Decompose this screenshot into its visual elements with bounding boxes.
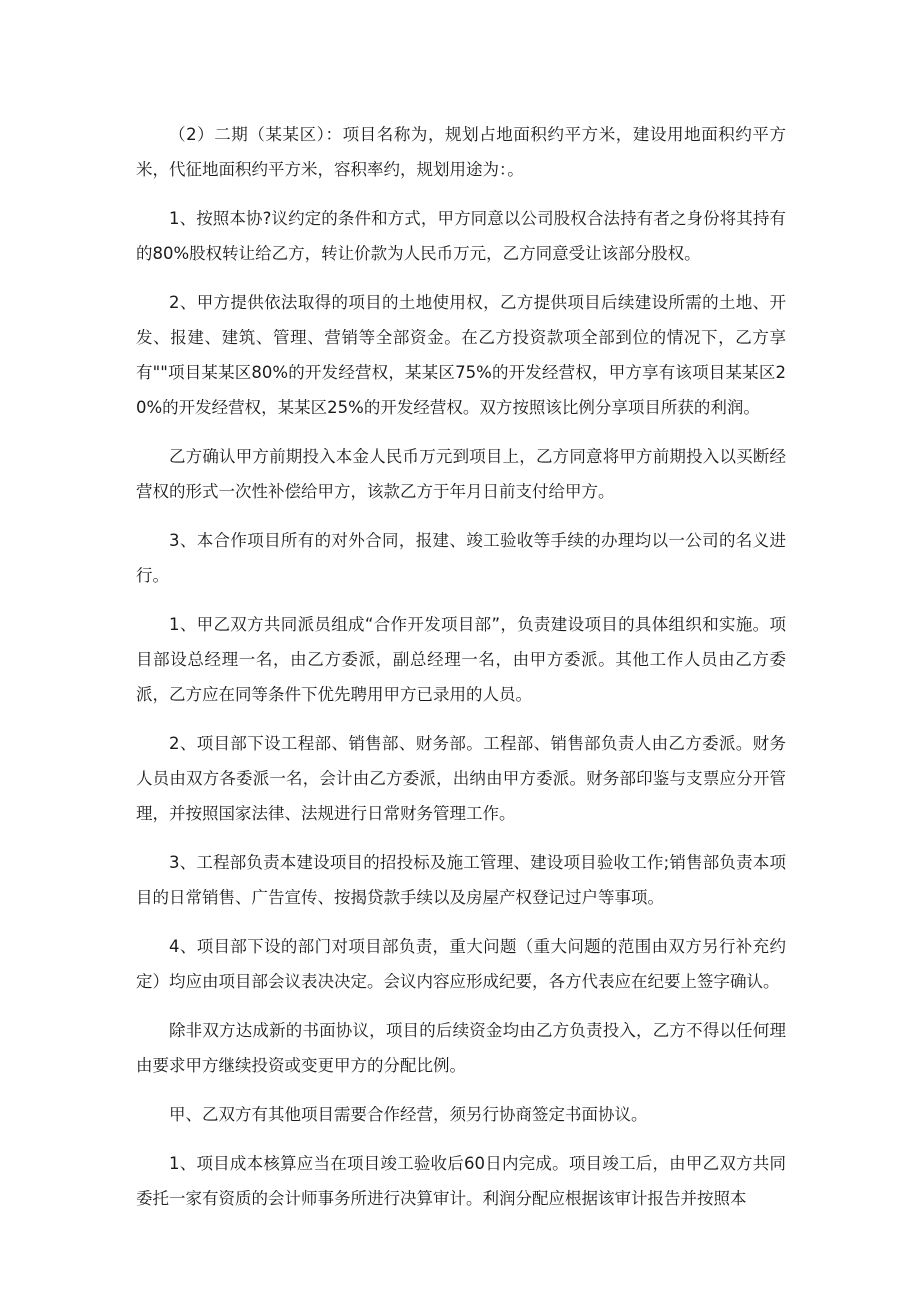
- paragraph-major-issues: 4、项目部下设的部门对项目部负责，重大问题（重大问题的范围由双方另行补充约定）均应由项目部会议表决决定。会议内容应形成纪要，各方代表应在纪要上签字确认。: [136, 937, 786, 991]
- paragraph-other-projects: 甲、乙双方有其他项目需要合作经营，须另行协商签定书面协议。: [169, 1105, 648, 1124]
- paragraph-project-department: 1、甲乙双方共同派员组成“合作开发项目部”，负责建设项目的具体组织和实施。项目部设总经理一名，由乙方委派，副总经理一名，由甲方委派。其他工作人员由乙方委派，乙方应在同等条件下优先聘用甲方已录用的人员。: [136, 615, 786, 704]
- paragraph-subsequent-funding: 除非双方达成新的书面协议，项目的后续资金均由乙方负责投入，乙方不得以任何理由要求甲方继续投资或变更甲方的分配比例。: [136, 1021, 786, 1075]
- paragraph-equity-transfer: 1、按照本协?议约定的条件和方式，甲方同意以公司股权合法持有者之身份将其持有的80%股权转让给乙方，转让价款为人民币万元，乙方同意受让该部分股权。: [136, 209, 786, 263]
- paragraph-departments: 2、项目部下设工程部、销售部、财务部。工程部、销售部负责人由乙方委派。财务人员由双方各委派一名，会计由乙方委派，出纳由甲方委派。财务部印鉴与支票应分开管理，并按照国家法律、法规进行日常财务管理工作。: [136, 734, 786, 823]
- paragraph-engineering-sales: 3、工程部负责本建设项目的招投标及施工管理、建设项目验收工作;销售部负责本项目的日常销售、广告宣传、按揭贷款手续以及房屋产权登记过户等事项。: [136, 853, 786, 907]
- paragraph-prior-investment: 乙方确认甲方前期投入本金人民币万元到项目上，乙方同意将甲方前期投入以买断经营权的形式一次性补偿给甲方，该款乙方于年月日前支付给甲方。: [136, 447, 786, 501]
- paragraph-land-and-funding: 2、甲方提供依法取得的项目的土地使用权，乙方提供项目后续建设所需的土地、开发、报建、建筑、管理、营销等全部资金。在乙方投资款项全部到位的情况下，乙方享有""项目某某区80%的开发经营权，某某区75%的开发经营权，甲方享有该项目某某区20%的开发经营权，某某区25%的开发经营权。双方按照该比例分享项目所获的利润。: [136, 293, 786, 417]
- paragraph-contracts: 3、本合作项目所有的对外合同，报建、竣工验收等手续的办理均以一公司的名义进行。: [136, 531, 786, 585]
- paragraph-phase-two: （2）二期（某某区）：项目名称为，规划占地面积约平方米，建设用地面积约平方米，代征地面积约平方米，容积率约，规划用途为：。: [136, 125, 786, 179]
- document-body: [136, 117, 786, 1230]
- paragraph-cost-accounting: 1、项目成本核算应当在项目竣工验收后60日内完成。项目竣工后，由甲乙双方共同委托一家有资质的会计师事务所进行决算审计。利润分配应根据该审计报告并按照本: [136, 1154, 786, 1208]
